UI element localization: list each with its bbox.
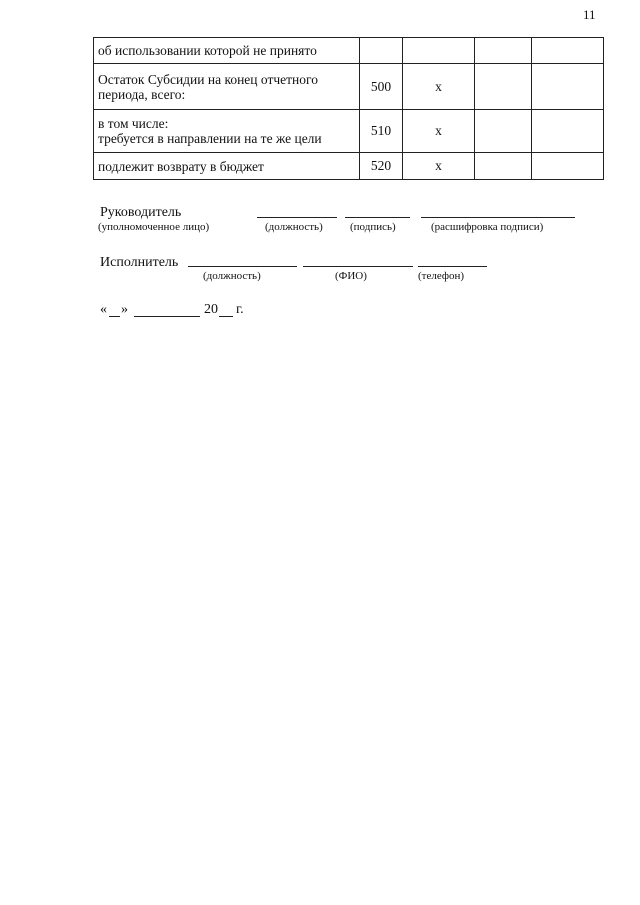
row-description: Остаток Субсидии на конец отчетного периода, всего:	[94, 64, 360, 110]
date-year-prefix: 20	[204, 302, 218, 317]
date-year-suffix: г.	[236, 302, 244, 317]
executor-title: Исполнитель	[100, 255, 179, 270]
executor-phone-caption: (телефон)	[418, 270, 465, 282]
head-signature-line	[345, 217, 410, 218]
row-code	[360, 38, 403, 64]
row-value-cell	[475, 38, 532, 64]
row-code: 510	[360, 110, 403, 153]
row-value-cell	[532, 153, 604, 180]
report-table	[93, 37, 604, 180]
head-signature-caption: (подпись)	[350, 221, 396, 233]
executor-position-line	[188, 266, 297, 267]
row-value-cell	[475, 153, 532, 180]
head-decoding-line	[421, 217, 575, 218]
date-month-line	[134, 316, 200, 317]
executor-name-caption: (ФИО)	[335, 270, 367, 282]
head-position-line	[257, 217, 337, 218]
row-x-mark: х	[403, 153, 475, 180]
table-row	[94, 153, 604, 180]
row-description: в том числе: требуется в направлении на те же цели	[94, 110, 360, 153]
row-code: 500	[360, 64, 403, 110]
row-description: подлежит возврату в бюджет	[94, 153, 360, 180]
row-value-cell	[532, 64, 604, 110]
head-decoding-caption: (расшифровка подписи)	[431, 221, 544, 233]
row-value-cell	[475, 110, 532, 153]
row-x-mark	[403, 38, 475, 64]
table-row	[94, 64, 604, 110]
date-open-quote: «	[100, 302, 107, 317]
row-value-cell	[475, 64, 532, 110]
row-code: 520	[360, 153, 403, 180]
head-subtitle: (уполномоченное лицо)	[98, 221, 210, 233]
executor-phone-line	[418, 266, 487, 267]
page-number: 11	[583, 7, 596, 22]
date-day-line	[109, 316, 120, 317]
row-description: об использовании которой не принято	[94, 38, 360, 64]
row-value-cell	[532, 38, 604, 64]
date-year-line	[219, 316, 233, 317]
table-row	[94, 110, 604, 153]
executor-position-caption: (должность)	[203, 270, 261, 282]
row-value-cell	[532, 110, 604, 153]
date-close-quote: »	[121, 302, 128, 317]
table-row	[94, 38, 604, 64]
row-x-mark: х	[403, 110, 475, 153]
head-title: Руководитель	[100, 205, 182, 220]
head-position-caption: (должность)	[265, 221, 323, 233]
executor-name-line	[303, 266, 413, 267]
row-x-mark: х	[403, 64, 475, 110]
